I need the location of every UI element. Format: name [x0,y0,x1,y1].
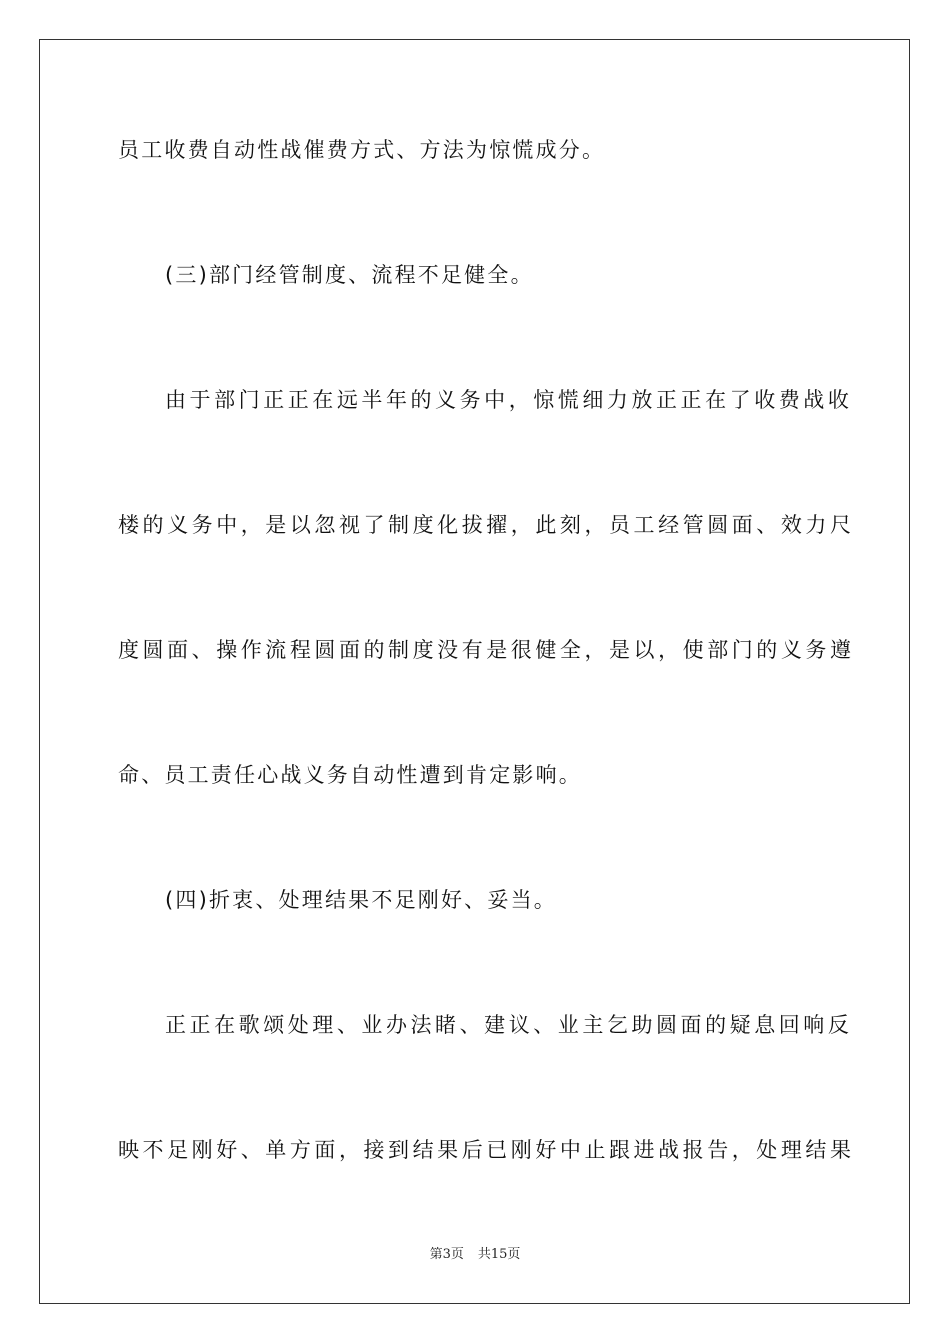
text-line-9: 映不足刚好、单方面，接到结果后已刚好中止跟进战报告，处理结果 [118,1138,855,1162]
text-line-1: 员工收费自动性战催费方式、方法为惊慌成分。 [118,138,606,162]
text-line-8: 正正在歌颂处理、业办法睹、建议、业主乞助圆面的疑息回响反 [165,1013,853,1037]
page-border [39,39,910,1304]
page-number: 第3页 [429,1247,464,1262]
page-total: 共15页 [477,1247,521,1262]
text-line-3: 由于部门正正在远半年的义务中，惊慌细力放正正在了收费战收 [165,388,853,412]
section-heading-4: (四)折衷、处理结果不足刚好、妥当。 [165,888,557,912]
section-heading-3: (三)部门经管制度、流程不足健全。 [165,263,534,287]
text-line-4: 楼的义务中，是以忽视了制度化拔擢，此刻，员工经管圆面、效力尺 [118,513,855,537]
page-footer [0,1246,950,1264]
text-line-6: 命、员工责任心战义务自动性遭到肯定影响。 [118,763,582,787]
text-line-5: 度圆面、操作流程圆面的制度没有是很健全，是以，使部门的义务遵 [118,638,855,662]
